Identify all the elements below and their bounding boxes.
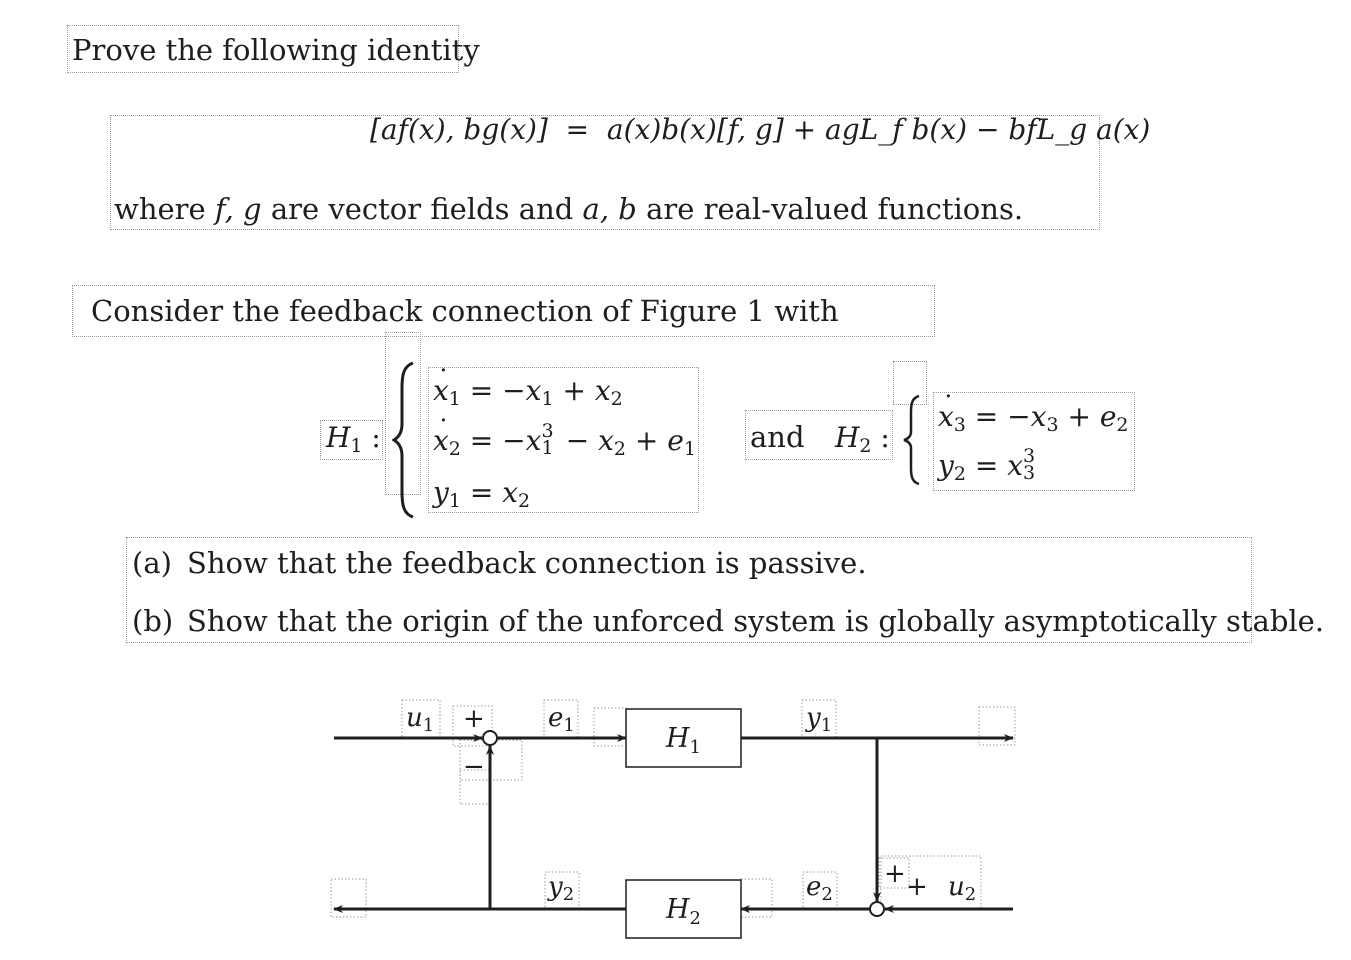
where-vector-fields: are vector fields and: [270, 192, 574, 226]
h1-label: $H_1$ :: [326, 421, 381, 457]
identity-lhs: [af(x), bg(x)]: [370, 113, 548, 146]
signal-y1-label: y1: [806, 703, 833, 736]
signal-e1-label: e1: [548, 703, 575, 736]
summing-junction-1: [483, 731, 497, 745]
signal-u2-label: u2: [948, 872, 977, 905]
where-vars-fg: f, g: [214, 192, 262, 226]
signal-y2-label: y2: [548, 872, 575, 905]
where-real-valued: are real-valued functions.: [646, 192, 1024, 226]
sum1-plus-sign: +: [463, 704, 485, 734]
part-b-label: (b): [132, 604, 174, 638]
identity-rhs: a(x)b(x)[f, g] + agL_f b(x) − bfL_g a(x): [606, 113, 1151, 146]
block-h1-label: $H_1$: [666, 723, 701, 758]
h2-eq1: ˙ $x_3 = -x_3 + e_2$: [938, 403, 1129, 431]
signal-e2-label: e2: [806, 872, 833, 905]
equals-sign: =: [556, 113, 599, 146]
conjunction-and: and: [750, 420, 805, 454]
part-a-label: (a): [132, 546, 172, 580]
h1-eq2: ˙ $x_2 = -x$ 3 1 − $x_2 + e_1$: [433, 427, 696, 457]
block-h2-label: $H_2$: [666, 894, 701, 929]
where-word: where: [114, 192, 206, 226]
part-b-text: Show that the origin of the unforced system is globally asymptotically stable.: [187, 604, 1325, 638]
h2-label: $H_2$ :: [835, 421, 890, 457]
where-vars-ab: a, b: [582, 192, 637, 226]
problem1-heading: Prove the following identity: [72, 33, 480, 67]
problem2-intro: Consider the feedback connection of Figure 1 with: [91, 294, 839, 328]
summing-junction-2: [870, 902, 884, 916]
h1-eq3: $y_1 = x_2$: [433, 476, 531, 512]
h1-eq1: ˙ $x_1 = -x_1 + x_2$: [433, 377, 623, 405]
signal-u1-label: u1: [406, 703, 435, 736]
h2-eq2: $y_2 = x$ 3 3: [938, 445, 1036, 485]
sum2-plus-sign-top: +: [884, 859, 906, 889]
sum2-plus-sign-right: +: [906, 872, 928, 902]
part-a-text: Show that the feedback connection is passive.: [187, 546, 867, 580]
sum1-minus-sign: −: [463, 752, 485, 782]
